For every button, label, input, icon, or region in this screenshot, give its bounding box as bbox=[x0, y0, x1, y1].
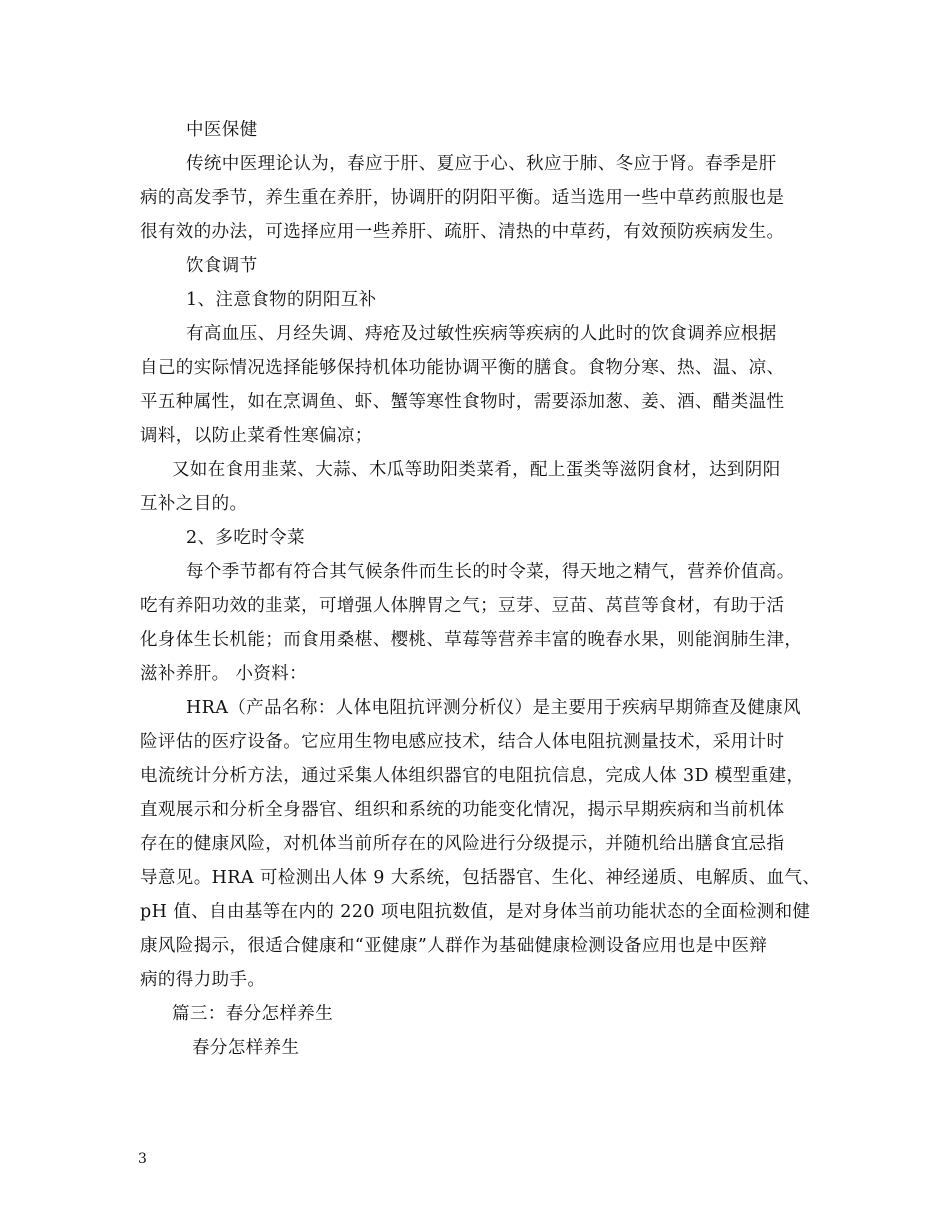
paragraph-line: 调料，以防止菜肴性寒偏凉； bbox=[140, 426, 373, 446]
subsection-heading: 2、多吃时令菜 bbox=[186, 528, 305, 548]
paragraph-line: 直观展示和分析全身器官、组织和系统的功能变化情况，揭示早期疾病和当前机体 bbox=[140, 800, 785, 820]
paragraph-line: 险评估的医疗设备。它应用生物电感应技术，结合人体电阻抗测量技术，采用计时 bbox=[140, 732, 785, 752]
paragraph-line: 很有效的办法，可选择应用一些养肝、疏肝、清热的中草药，有效预防疾病发生。 bbox=[140, 222, 785, 242]
paragraph-line: 平五种属性，如在烹调鱼、虾、蟹等寒性食物时，需要添加葱、姜、酒、醋类温性 bbox=[140, 392, 785, 412]
subsection-heading: 1、注意食物的阴阳互补 bbox=[186, 290, 377, 310]
paragraph-line: 每个季节都有符合其气候条件而生长的时令菜，得天地之精气，营养价值高。 bbox=[186, 562, 795, 582]
paragraph-line: 自己的实际情况选择能够保持机体功能协调平衡的膳食。食物分寒、热、温、凉、 bbox=[140, 358, 785, 378]
paragraph-line: 病的高发季节，养生重在养肝，协调肝的阴阳平衡。适当选用一些中草药煎服也是 bbox=[140, 188, 785, 208]
paragraph-line: 吃有养阳功效的韭菜，可增强人体脾胃之气；豆芽、豆苗、莴苣等食材，有助于活 bbox=[140, 596, 785, 616]
paragraph-line: 又如在食用韭菜、大蒜、木瓜等助阳类菜肴，配上蛋类等滋阴食材，达到阴阳 bbox=[172, 460, 781, 480]
paragraph-line: 有高血压、月经失调、痔疮及过敏性疾病等疾病的人此时的饮食调养应根据 bbox=[186, 324, 777, 344]
paragraph-line: 互补之目的。 bbox=[140, 494, 248, 514]
paragraph-line: HRA（产品名称：人体电阻抗评测分析仪）是主要用于疾病早期筛查及健康风 bbox=[186, 698, 802, 718]
paragraph-line: 化身体生长机能；而食用桑椹、樱桃、草莓等营养丰富的晚春水果，则能润肺生津， bbox=[140, 630, 803, 650]
section-heading: 中医保健 bbox=[186, 120, 258, 140]
paragraph-line: 存在的健康风险，对机体当前所存在的风险进行分级提示，并随机给出膳食宜忌指 bbox=[140, 834, 785, 854]
paragraph-line: 电流统计分析方法，通过采集人体组织器官的电阻抗信息，完成人体 3D 模型重建， bbox=[140, 766, 805, 786]
paragraph-line: 滋补养肝。 小资料： bbox=[140, 664, 308, 684]
paragraph-line: 病的得力助手。 bbox=[140, 970, 266, 990]
section-heading: 饮食调节 bbox=[186, 256, 258, 276]
paragraph-line: pH 值、自由基等在内的 220 项电阻抗数值，是对身体当前功能状态的全面检测和健 bbox=[140, 902, 811, 922]
paragraph-line: 导意见。HRA 可检测出人体 9 大系统，包括器官、生化、神经递质、电解质、血气、 bbox=[140, 868, 821, 888]
paragraph-line: 康风险揭示，很适合健康和“亚健康”人群作为基础健康检测设备应用也是中医辩 bbox=[140, 936, 768, 956]
chapter-heading: 篇三：春分怎样养生 bbox=[172, 1004, 334, 1024]
paragraph-line: 传统中医理论认为，春应于肝、夏应于心、秋应于肺、冬应于肾。春季是肝 bbox=[186, 154, 777, 174]
page-number: 3 bbox=[138, 1151, 147, 1167]
chapter-subtitle: 春分怎样养生 bbox=[192, 1038, 300, 1058]
